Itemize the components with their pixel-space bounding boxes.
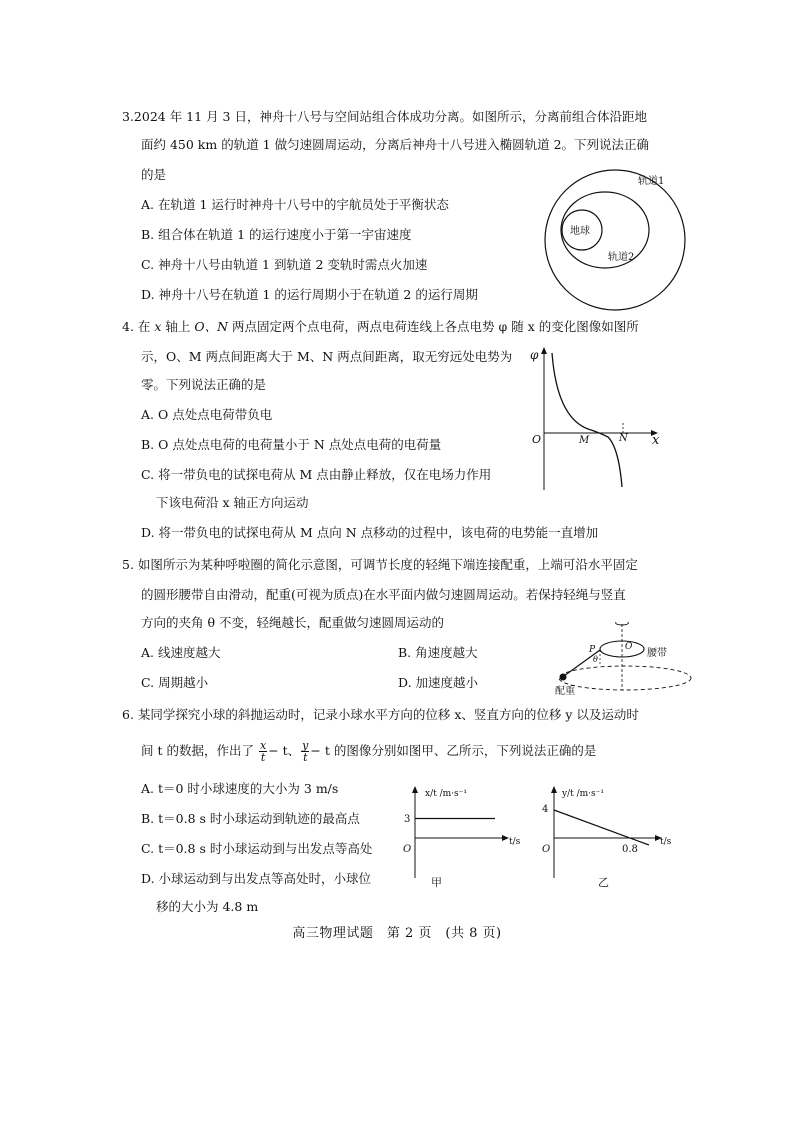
- q3-option-d: D. 神舟十八号在轨道 1 的运行周期小于在轨道 2 的运行周期: [141, 287, 478, 302]
- q3-option-b: B. 组合体在轨道 1 的运行速度小于第一宇宙速度: [141, 227, 412, 242]
- q5-option-c: C. 周期越小: [141, 675, 209, 690]
- q6-stem-post: − t 的图像分别如图甲、乙所示，下列说法正确的是: [310, 743, 597, 758]
- yi-ylabel: y/t /m·s⁻¹: [562, 789, 604, 799]
- q6-stem-pre: 间 t 的数据，作出了: [141, 743, 254, 758]
- q4-option-a: A. O 点处点电荷带负电: [141, 407, 273, 422]
- x-over-t-fraction: [259, 740, 267, 763]
- jia-xlabel: t/s: [509, 837, 521, 847]
- q3-stem-line3: 的是: [141, 167, 167, 182]
- q4-option-c-line1: C. 将一带负电的试探电荷从 M 点由静止释放，仅在电场力作用: [141, 467, 492, 482]
- q4-stem-x: x: [154, 319, 162, 334]
- earth-label: 地球: [570, 226, 590, 237]
- jia-y-tick: 3: [404, 814, 411, 825]
- orbit2-label: 轨道2: [608, 252, 635, 263]
- theta-label: θ: [593, 655, 598, 664]
- chart-jia: [395, 782, 525, 892]
- q3-stem-line2: 面约 450 km 的轨道 1 做匀速圆周运动，分离后神舟十八号进入椭圆轨道 2。下列说法正确: [141, 137, 650, 152]
- orbit-figure: [540, 170, 690, 320]
- yi-title: 乙: [598, 876, 609, 889]
- phi-label: φ: [530, 348, 539, 362]
- q5-stem-line2: 的圆形腰带自由滑动，配重(可视为质点)在水平面内做匀速圆周运动。若保持轻绳与竖直: [141, 587, 626, 602]
- frac2-den: t: [303, 751, 308, 764]
- q6-option-a: A. t＝0 时小球速度的大小为 3 m/s: [141, 781, 339, 796]
- q6-option-c: C. t＝0.8 s 时小球运动到与出发点等高处: [141, 841, 373, 856]
- q4-stem-mid: 轴上: [161, 319, 195, 334]
- yi-y-arrow: [551, 786, 557, 793]
- yi-y-tick: 4: [542, 804, 549, 815]
- q4-stem-line3: 零。下列说法正确的是: [141, 377, 267, 392]
- phi-axis-arrow: [541, 347, 547, 354]
- q3-stem-line1: 3.2024 年 11 月 3 日，神舟十八号与空间站组合体成功分离。如图所示，分离前组合体沿距地: [122, 109, 647, 124]
- chart-yi: [540, 782, 680, 892]
- frac2-num: y: [302, 739, 309, 752]
- counterweight-dot: [560, 674, 567, 681]
- q3-option-c: C. 神舟十八号由轨道 1 到轨道 2 变轨时需点火加速: [141, 257, 428, 272]
- weight-label: 配重: [555, 686, 575, 697]
- potential-graph: [530, 345, 670, 495]
- m-label: M: [579, 435, 590, 446]
- origin-label: O: [532, 433, 542, 446]
- belt-label: 腰带: [647, 648, 667, 659]
- q4-stem-line2: 示，O、M 两点间距离大于 M、N 两点间距离，取无穷远处电势为: [141, 349, 513, 364]
- jia-ylabel: x/t /m·s⁻¹: [425, 789, 467, 799]
- jia-x-arrow: [502, 835, 509, 841]
- q6-stem-mid: − t、: [268, 743, 301, 758]
- orbit-ellipse: [559, 666, 691, 690]
- frac1-num: x: [259, 739, 267, 752]
- q4-option-b: B. O 点处点电荷的电荷量小于 N 点处点电荷的电荷量: [141, 437, 442, 452]
- o-label: O: [625, 642, 633, 652]
- potential-curve: [552, 353, 622, 487]
- yi-xlabel: t/s: [660, 837, 672, 847]
- yi-series-line: [554, 810, 649, 845]
- q5-stem-line1: 5. 如图所示为某种呼啦圈的简化示意图，可调节长度的轻绳下端连接配重，上端可沿水平固定: [122, 557, 638, 572]
- q5-option-a: A. 线速度越大: [141, 645, 221, 660]
- q6-option-d-line2: 移的大小为 4.8 m: [156, 899, 259, 914]
- q6-option-b: B. t＝0.8 s 时小球运动到轨迹的最高点: [141, 811, 360, 826]
- jia-origin: O: [403, 844, 412, 855]
- hula-hoop-figure: [555, 618, 695, 696]
- q5-stem-line3: 方向的夹角 θ 不变，轻绳越长，配重做匀速圆周运动的: [141, 615, 444, 630]
- page-footer: 高三物理试题 第 2 页 (共 8 页): [292, 926, 502, 941]
- q5-option-d: D. 加速度越小: [398, 675, 479, 690]
- jia-y-arrow: [412, 786, 418, 793]
- x-label: x: [652, 433, 660, 448]
- yi-x-tick: 0.8: [622, 844, 638, 855]
- q4-stem-pre: 4. 在: [122, 319, 155, 334]
- q6-stem-line2: [141, 740, 596, 763]
- q4-stem-line1: [122, 318, 639, 336]
- yi-origin: O: [542, 844, 551, 855]
- p-label: P: [589, 645, 596, 655]
- y-over-t-fraction: [301, 740, 309, 763]
- q6-option-d-line1: D. 小球运动到与出发点等高处时，小球位: [141, 871, 372, 886]
- q4-stem-post: 两点固定两个点电荷，两点电荷连线上各点电势 φ 随 x 的变化图像如图所: [228, 319, 639, 334]
- q3-option-a: A. 在轨道 1 运行时神舟十八号中的宇航员处于平衡状态: [141, 197, 449, 212]
- q4-option-c-line2: 下该电荷沿 x 轴正方向运动: [156, 495, 309, 510]
- q4-option-d: D. 将一带负电的试探电荷从 M 点向 N 点移动的过程中，该电荷的电势能一直增加: [141, 525, 599, 540]
- q6-stem-line1: 6. 某同学探究小球的斜抛运动时，记录小球水平方向的位移 x、竖直方向的位移 y 以及运动时: [122, 707, 639, 722]
- orbit1-label: 轨道1: [638, 176, 665, 187]
- frac1-den: t: [260, 751, 266, 764]
- orbit1-circle: [545, 170, 685, 310]
- q4-stem-on: O、N: [194, 319, 229, 334]
- jia-title: 甲: [431, 876, 442, 889]
- q5-option-b: B. 角速度越大: [398, 645, 478, 660]
- n-label: N: [619, 433, 628, 444]
